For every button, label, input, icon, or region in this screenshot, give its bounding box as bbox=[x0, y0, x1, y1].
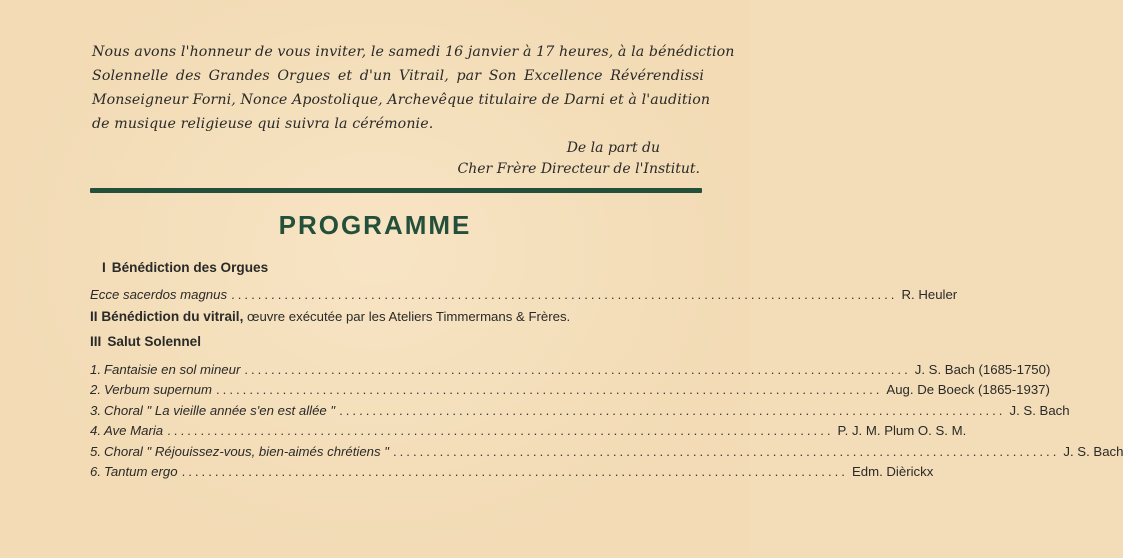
composer-name: Aug. De Boeck (1865-1937) bbox=[886, 382, 1050, 397]
piece-title: Ave Maria bbox=[104, 423, 164, 438]
section-benediction-vitrail bbox=[90, 306, 702, 328]
program-item bbox=[90, 380, 1050, 401]
programme-list bbox=[90, 258, 1123, 483]
invitation-line-2: Solennelle des Grandes Orgues et d'un Vitrail, par Son Excellence Révérendissi bbox=[92, 68, 704, 84]
invitation-line-3: Monseigneur Forni, Nonce Apostolique, Archevêque titulaire de Darni et à l'audition bbox=[92, 92, 711, 108]
piece-title: Tantum ergo bbox=[104, 464, 178, 479]
signature-block bbox=[400, 138, 700, 180]
program-item bbox=[90, 401, 1070, 422]
leader-dots: .................................................................................................... bbox=[339, 402, 1006, 418]
section-number: II bbox=[90, 308, 98, 324]
program-item bbox=[90, 285, 958, 306]
composer-name: P. J. M. Plum O. S. M. bbox=[837, 423, 967, 438]
leader-dots: .................................................................................................... bbox=[216, 382, 883, 397]
piece-title: Ecce sacerdos magnus bbox=[90, 287, 228, 302]
piece-title: Choral " Réjouissez-vous, bien-aimés chrétiens " bbox=[104, 443, 389, 459]
piece-title: Choral " La vieille année s'en est allée " bbox=[104, 402, 336, 418]
section-benediction-orgues bbox=[90, 258, 702, 278]
piece-title: Fantaisie en sol mineur bbox=[104, 361, 241, 377]
signature-line-2: Cher Frère Directeur de l'Institut. bbox=[457, 161, 700, 177]
section-detail: œuvre exécutée par les Ateliers Timmermans & Frères. bbox=[247, 308, 571, 324]
piece-title: Verbum supernum bbox=[104, 382, 212, 397]
leader-dots: .................................................................................................... bbox=[167, 423, 834, 438]
item-number: 2. bbox=[90, 382, 101, 397]
composer-name: Edm. Dièrickx bbox=[851, 464, 934, 479]
item-number: 5. bbox=[90, 443, 101, 459]
invitation-line-4: de musique religieuse qui suivra la cérémonie. bbox=[92, 116, 434, 132]
item-number: 6. bbox=[90, 464, 101, 479]
program-item bbox=[90, 462, 934, 483]
item-number: 1. bbox=[90, 361, 101, 377]
program-item bbox=[90, 360, 1051, 381]
composer-name: J. S. Bach bbox=[1063, 443, 1123, 459]
leader-dots: .................................................................................................... bbox=[181, 464, 848, 479]
item-number: 4. bbox=[90, 423, 101, 438]
section-heading: Salut Solennel bbox=[107, 333, 202, 349]
item-number: 3. bbox=[90, 402, 101, 418]
program-item bbox=[90, 442, 1123, 463]
section-number: III bbox=[90, 333, 102, 349]
leader-dots: .................................................................................................... bbox=[231, 287, 898, 302]
invitation-text bbox=[92, 40, 735, 136]
composer-name: J. S. Bach bbox=[1009, 402, 1070, 418]
programme-title: PROGRAMME bbox=[278, 210, 472, 240]
composer-name: R. Heuler bbox=[901, 287, 958, 302]
section-heading: Bénédiction des Orgues bbox=[111, 260, 269, 275]
leader-dots: .................................................................................................... bbox=[244, 361, 911, 377]
section-heading: Bénédiction du vitrail, bbox=[101, 308, 244, 324]
section-salut-solennel bbox=[90, 332, 702, 352]
section-number: I bbox=[102, 260, 106, 275]
composer-name: J. S. Bach (1685-1750) bbox=[914, 361, 1051, 377]
signature-line-1: De la part du bbox=[566, 140, 660, 156]
invitation-line-1: Nous avons l'honneur de vous inviter, le samedi 16 janvier à 17 heures, à la bénédiction bbox=[92, 44, 735, 60]
program-item bbox=[90, 421, 967, 442]
leader-dots: .................................................................................................... bbox=[392, 443, 1060, 459]
divider-rule bbox=[90, 188, 702, 193]
